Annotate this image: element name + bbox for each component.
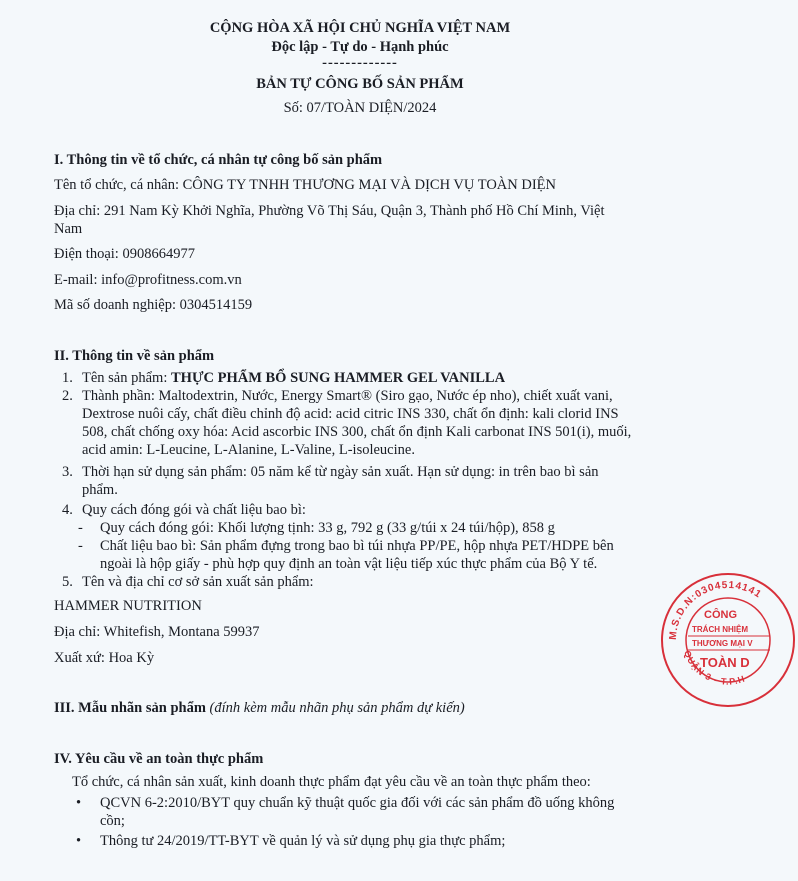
section-3-heading: III. Mẫu nhãn sản phẩm: [54, 700, 210, 716]
item-4-number: 4.: [62, 502, 73, 518]
dash-1: -: [78, 520, 83, 536]
section-3-note: (đính kèm mẫu nhãn phụ sản phẩm dự kiến): [209, 700, 465, 716]
org-tax-id: Mã số doanh nghiệp: 0304514159: [54, 297, 253, 313]
motto: Độc lập - Tự do - Hạnh phúc: [271, 39, 449, 55]
manufacturer-name: HAMMER NUTRITION: [54, 598, 202, 614]
org-name: Tên tổ chức, cá nhân: CÔNG TY TNHH THƯƠNG MẠI VÀ DỊCH VỤ TOÀN DIỆN: [54, 177, 556, 193]
regulation-2: Thông tư 24/2019/TT-BYT về quản lý và sử dụng phụ gia thực phẩm;: [100, 833, 506, 849]
bullet-2: •: [76, 833, 82, 849]
manufacturer-heading: Tên và địa chỉ cơ sở sản xuất sản phẩm:: [82, 574, 314, 590]
product-name-label: Tên sản phẩm:: [82, 370, 171, 386]
regulation-1-line-2: cồn;: [100, 813, 125, 829]
packaging-material-line-2: ngoài là hộp giấy - phù hợp quy định an toàn vật liệu tiếp xúc thực phẩm của Bộ Y tế.: [100, 556, 598, 572]
dash-2: -: [78, 538, 83, 554]
item-1-number: 1.: [62, 370, 73, 386]
bullet-1: •: [76, 795, 82, 811]
manufacturer-address: Địa chỉ: Whitefish, Montana 59937: [54, 624, 260, 640]
stamp-line-3: THƯƠNG MẠI V: [692, 639, 753, 648]
ingredients-line-4: acid amin: L-Leucine, L-Alanine, L-Valine, L-isoleucine.: [82, 442, 415, 458]
stamp-line-4: TOÀN D: [700, 655, 750, 670]
document-title: BẢN TỰ CÔNG BỐ SẢN PHẨM: [256, 76, 464, 92]
packaging-heading: Quy cách đóng gói và chất liệu bao bì:: [82, 502, 306, 518]
ingredients-line-2: Dextrose nuôi cấy, chất điều chỉnh độ acid: acid citric INS 330, chất ổn định: kali clorid INS: [82, 406, 619, 422]
safety-intro: Tổ chức, cá nhân sản xuất, kinh doanh thực phẩm đạt yêu cầu về an toàn thực phẩm theo:: [72, 774, 591, 790]
shelf-life-line-1: Thời hạn sử dụng sản phẩm: 05 năm kể từ ngày sản xuất. Hạn sử dụng: in trên bao bì sản: [82, 464, 599, 480]
item-2-number: 2.: [62, 388, 73, 404]
ingredients-line-3: 508, chất chống oxy hóa: Acid ascorbic INS 300, chất ổn định Kali carbonat INS 501(i), muối,: [82, 424, 632, 440]
product-name-value: THỰC PHẨM BỔ SUNG HAMMER GEL VANILLA: [171, 370, 506, 386]
separator: -------------: [322, 55, 398, 71]
org-phone: Điện thoại: 0908664977: [54, 246, 195, 262]
packaging-spec: Quy cách đóng gói: Khối lượng tịnh: 33 g, 792 g (33 g/túi x 24 túi/hộp), 858 g: [100, 520, 555, 536]
regulation-1-line-1: QCVN 6-2:2010/BYT quy chuẩn kỹ thuật quốc gia đối với các sản phẩm đồ uống không: [100, 795, 615, 811]
org-email: E-mail: info@profitness.com.vn: [54, 272, 242, 288]
document-number: Số: 07/TOÀN DIỆN/2024: [283, 100, 437, 116]
section-1-title: I. Thông tin về tổ chức, cá nhân tự công bố sản phẩm: [54, 152, 383, 168]
section-4-title: IV. Yêu cầu về an toàn thực phẩm: [54, 751, 264, 767]
packaging-material-line-1: Chất liệu bao bì: Sản phẩm đựng trong bao bì túi nhựa PP/PE, hộp nhựa PET/HDPE bên: [100, 538, 614, 554]
item-3-number: 3.: [62, 464, 73, 480]
product-origin: Xuất xứ: Hoa Kỳ: [54, 650, 155, 666]
section-2-title: II. Thông tin về sản phẩm: [54, 348, 215, 364]
section-3-title: [54, 700, 465, 717]
stamp-ring-text: M.S.D.N:0304514141: [667, 579, 764, 641]
item-5-number: 5.: [62, 574, 73, 590]
ingredients-line-1: Thành phần: Maltodextrin, Nước, Energy Smart® (Siro gạo, Nước ép nho), chiết xuất vani,: [82, 388, 613, 404]
shelf-life-line-2: phẩm.: [82, 482, 118, 498]
national-title: CỘNG HÒA XÃ HỘI CHỦ NGHĨA VIỆT NAM: [209, 20, 511, 36]
stamp-line-2: TRÁCH NHIỆM: [692, 625, 748, 634]
product-name: [82, 370, 505, 387]
org-address-line-1: Địa chỉ: 291 Nam Kỳ Khởi Nghĩa, Phường Võ Thị Sáu, Quận 3, Thành phố Hồ Chí Minh, Việt: [54, 203, 605, 219]
stamp-line-1: CÔNG: [704, 609, 737, 621]
org-address-line-2: Nam: [54, 221, 83, 237]
company-stamp: [658, 570, 798, 710]
stamp-bottom-text: QUẬN 3 - T.P.H: [681, 649, 747, 687]
